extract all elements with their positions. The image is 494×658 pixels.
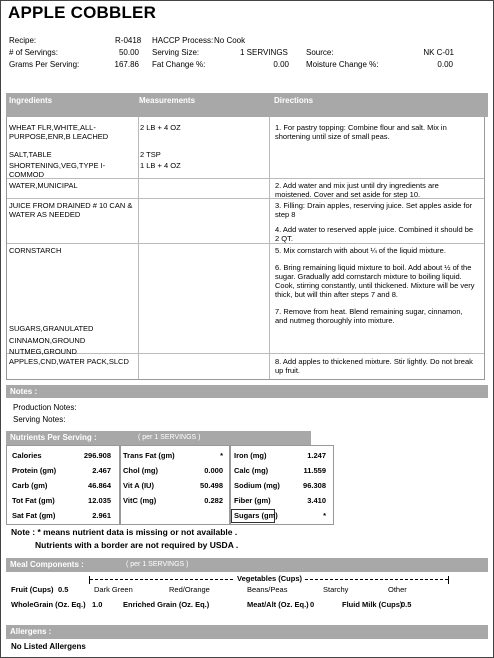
nutrients-per: ( per 1 SERVINGS ) (138, 434, 201, 441)
nutrient-carb-value: 46.864 (88, 481, 111, 490)
measure-shortening: 1 LB + 4 OZ (140, 161, 181, 170)
meal-header (6, 558, 488, 572)
nutrient-chol-label: Chol (mg) (123, 466, 158, 475)
meal-title: Meal Components : (10, 560, 84, 569)
source-value: NK C-01 (423, 48, 454, 57)
fruit-label: Fruit (Cups) (11, 585, 54, 594)
col-directions: Directions (274, 96, 314, 105)
nutrient-calories-label: Calories (12, 451, 42, 460)
nutrient-totfat-value: 12.035 (88, 496, 111, 505)
direction-2: 2. Add water and mix just until dry ingredients are moistened. Cover and set aside for step 10. (275, 181, 439, 199)
grams-value: 167.86 (114, 60, 139, 69)
serving-notes-label: Serving Notes: (13, 415, 66, 424)
direction-1: 1. For pastry topping: Combine flour and salt. Mix in shortening until size of small peas. (275, 123, 447, 141)
recipe-label: Recipe: (9, 36, 37, 45)
nutrient-protein-value: 2.467 (92, 466, 111, 475)
nutrient-iron-value: 1.247 (307, 451, 326, 460)
nutrient-sugars-value: * (323, 511, 326, 520)
nutrient-vitc-value: 0.282 (204, 496, 223, 505)
veg-red-orange: Red/Orange (169, 585, 210, 594)
nutrient-sugars-label: Sugars (gm) (234, 511, 278, 520)
servings-label: # of Servings: (9, 48, 58, 57)
nutrient-calories-value: 296.908 (83, 451, 111, 460)
fruit-value: 0.5 (58, 585, 69, 594)
nutrient-fiber-value: 3.410 (307, 496, 326, 505)
col-ingredients: Ingredients (9, 96, 53, 105)
nutrient-note-missing: Note : * means nutrient data is missing or not available . (11, 527, 238, 537)
nutrients-title: Nutrients Per Serving : (10, 433, 97, 442)
nutrient-totfat-label: Tot Fat (gm) (12, 496, 55, 505)
whole-grain-value: 1.0 (92, 600, 103, 609)
direction-5: 5. Mix cornstarch with about ¼ of the liquid mixture. (275, 246, 446, 255)
nutrient-satfat-label: Sat Fat (gm) (12, 511, 56, 520)
haccp-label: HACCP Process: (152, 36, 214, 45)
direction-4: 4. Add water to reserved apple juice. Combined it should be 2 QT. (275, 225, 474, 243)
nutrient-vita-value: 50.498 (200, 481, 223, 490)
fat-change-label: Fat Change %: (152, 60, 206, 69)
grams-label: Grams Per Serving: (9, 60, 80, 69)
nutrient-transfat-label: Trans Fat (gm) (123, 451, 175, 460)
allergens-value: No Listed Allergens (11, 642, 86, 651)
nutrient-protein-label: Protein (gm) (12, 466, 57, 475)
direction-8: 8. Add apples to thickened mixture. Stir lightly. Do not break up fruit. (275, 357, 473, 375)
allergens-title: Allergens : (10, 627, 52, 636)
ingredient-cornstarch: CORNSTARCH (9, 246, 62, 255)
veg-beans-peas: Beans/Peas (247, 585, 288, 594)
ingredient-shortening: SHORTENING,VEG,TYPE I-COMMOD (9, 161, 106, 179)
meal-per: ( per 1 SERVINGS ) (126, 561, 189, 568)
allergens-header (6, 625, 488, 639)
meat-alt-label: Meat/Alt (Oz. Eq.) (247, 600, 309, 609)
ingredient-cinnamon: CINNAMON,GROUND (9, 336, 86, 345)
fat-change-value: 0.00 (273, 60, 289, 69)
nutrient-calc-label: Calc (mg) (234, 466, 269, 475)
col-measurements: Measurements (139, 96, 196, 105)
nutrients-header (6, 431, 311, 445)
meat-alt-value: 0 (310, 600, 315, 609)
nutrient-iron-label: Iron (mg) (234, 451, 267, 460)
nutrient-calc-value: 11.559 (303, 466, 326, 475)
whole-grain-label: WholeGrain (Oz. Eq.) (11, 600, 86, 609)
vegetables-label: Vegetables (Cups) (237, 574, 303, 583)
ingredient-sugar: SUGARS,GRANULATED (9, 324, 94, 333)
ingredients-table-header (6, 93, 488, 117)
nutrient-transfat-value: * (220, 451, 223, 460)
nutrient-chol-value: 0.000 (204, 466, 223, 475)
nutrient-satfat-value: 2.961 (92, 511, 111, 520)
veg-starchy: Starchy (323, 585, 349, 594)
serving-size-value: 1 SERVINGS (240, 48, 288, 57)
production-notes-label: Production Notes: (13, 403, 77, 412)
veg-other: Other (388, 585, 407, 594)
recipe-value: R-0418 (115, 36, 142, 45)
ingredient-nutmeg: NUTMEG,GROUND (9, 347, 77, 356)
moisture-label: Moisture Change %: (306, 60, 379, 69)
moisture-value: 0.00 (437, 60, 453, 69)
nutrient-fiber-label: Fiber (gm) (234, 496, 271, 505)
notes-title: Notes : (10, 387, 38, 396)
serving-size-label: Serving Size: (152, 48, 200, 57)
fluid-milk-value: 0.5 (401, 600, 412, 609)
notes-header (6, 385, 488, 398)
nutrient-sodium-value: 96.308 (303, 481, 326, 490)
nutrient-vita-label: Vit A (IU) (123, 481, 154, 490)
ingredient-flour: WHEAT FLR,WHITE,ALL-PURPOSE,ENR,B LEACHED (9, 123, 109, 141)
ingredient-apples: APPLES,CND,WATER PACK,SLCD (9, 357, 129, 366)
veg-dark-green: Dark Green (94, 585, 133, 594)
measure-flour: 2 LB + 4 OZ (140, 123, 181, 132)
nutrient-note-border: Nutrients with a border are not required by USDA . (35, 540, 239, 550)
haccp-value: No Cook (214, 36, 246, 45)
enriched-grain-label: Enriched Grain (Oz. Eq.) (123, 600, 210, 609)
ingredients-table (6, 117, 485, 380)
nutrient-vitc-label: VitC (mg) (123, 496, 157, 505)
fluid-milk-label: Fluid Milk (Cups) (342, 600, 403, 609)
direction-6: 6. Bring remaining liquid mixture to boil. Add about ½ of the sugar. Gradually add cornstarch mixture to boiling liquid. Cook, stirring constantly, until thickened. Mixture will be very thick, but will thin after steps 7 and 8. (275, 263, 475, 299)
ingredient-salt: SALT,TABLE (9, 150, 52, 159)
direction-7: 7. Remove from heat. Blend remaining sugar, cinnamon, and nutmeg thoroughly into mixture. (275, 307, 463, 325)
source-label: Source: (306, 48, 334, 57)
ingredient-water: WATER,MUNICIPAL (9, 181, 78, 190)
recipe-title: APPLE COBBLER (8, 3, 157, 22)
servings-value: 50.00 (118, 48, 139, 57)
nutrient-carb-label: Carb (gm) (12, 481, 48, 490)
nutrient-sodium-label: Sodium (mg) (234, 481, 280, 490)
measure-salt: 2 TSP (140, 150, 161, 159)
ingredient-juice: JUICE FROM DRAINED # 10 CAN & WATER AS NEEDED (9, 201, 133, 219)
direction-3: 3. Filling: Drain apples, reserving juice. Set apples aside for step 8 (275, 201, 473, 219)
